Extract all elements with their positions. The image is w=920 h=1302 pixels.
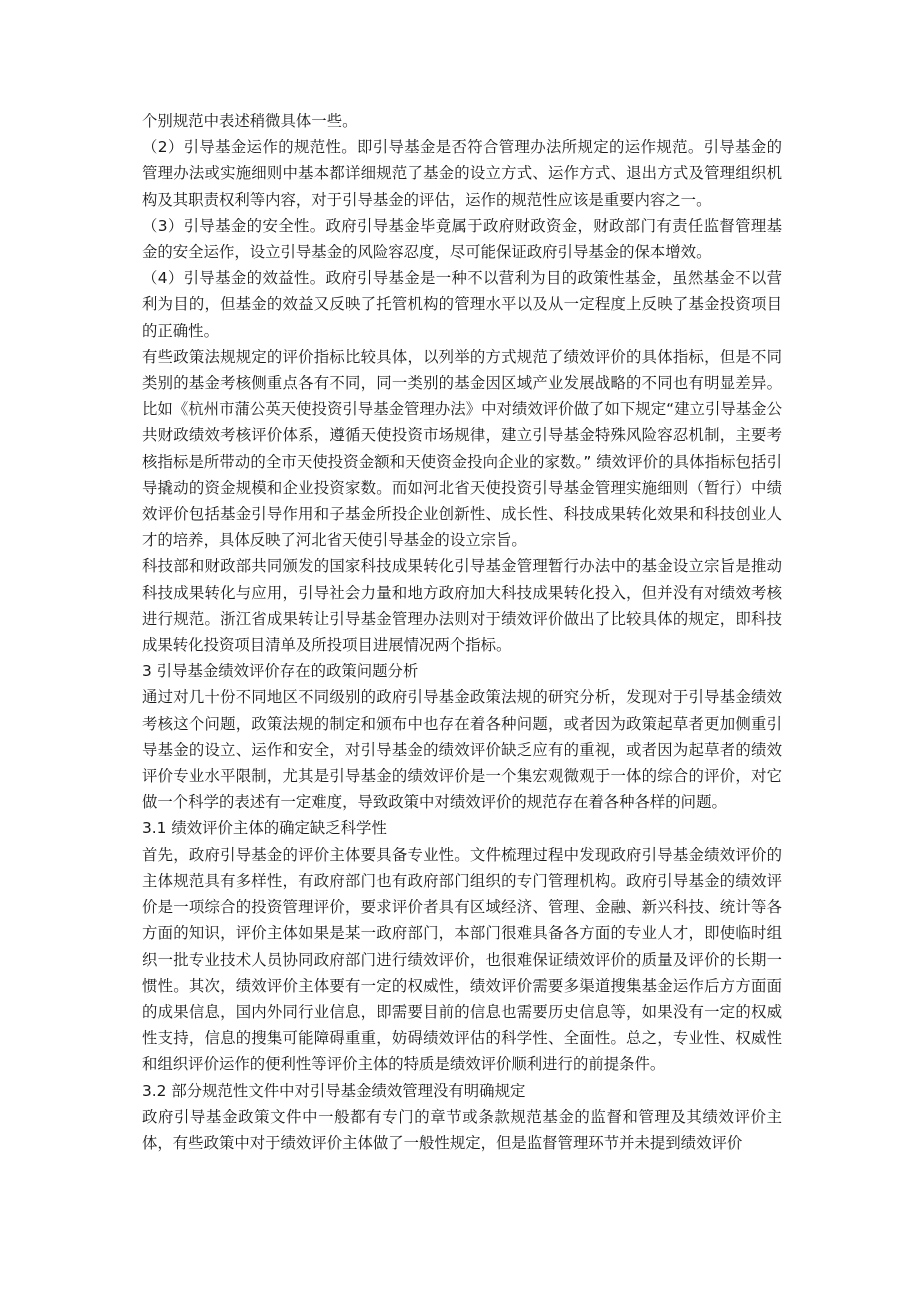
paragraph-national-fund: 科技部和财政部共同颁发的国家科技成果转化引导基金管理暂行办法中的基金设立宗旨是推动科技成果转化与应用，引导社会力量和地方政府加大科技成果转化投入，但并没有对绩效考核进行规范。浙江省成果转让引导基金管理办法则对于绩效评价做出了比较具体的规定，即科技成果转化投资项目清单及所投项目进展情况两个指标。 — [142, 557, 782, 655]
section-heading-3: 3 引导基金绩效评价存在的政策问题分析 — [142, 662, 419, 681]
paragraph-normative-documents: 政府引导基金政策文件中一般都有专门的章节或条款规范基金的监督和管理及其绩效评价主体，有些政策中对于绩效评价主体做了一般性规定，但是监督管理环节并未提到绩效评价 — [142, 1107, 782, 1152]
paragraph-item-4: （4）引导基金的效益性。政府引导基金是一种不以营利为目的政策性基金，虽然基金不以营利为目的，但基金的效益又反映了托管机构的管理水平以及从一定程度上反映了基金投资项目的正确性。 — [142, 269, 782, 340]
section-heading-3-2: 3.2 部分规范性文件中对引导基金绩效管理没有明确规定 — [142, 1081, 526, 1100]
paragraph-evaluation-subject: 首先，政府引导基金的评价主体要具备专业性。文件梳理过程中发现政府引导基金绩效评价的主体规范具有多样性，有政府部门也有政府部门组织的专门管理机构。政府引导基金的绩效评价是一项综合的投资管理评价，要求评价者具有区域经济、管理、金融、新兴科技、统计等各方面的知识，评价主体如果是某一政府部门，本部门很难具备各方面的专业人才，即使临时组织一批专业技术人员协同政府部门进行绩效评价，也很难保证绩效评价的质量及评价的长期一惯性。其次，绩效评价主体要有一定的权威性，绩效评价需要多渠道搜集基金运作后方方面面的成果信息，国内外同行业信息，即需要目前的信息也需要历史信息等，如果没有一定的权威性支持，信息的搜集可能障碍重重，妨碍绩效评估的科学性、全面性。总之，专业性、权威性和组织评价运作的便利性等评价主体的特质是绩效评价顺利进行的前提条件。 — [142, 845, 782, 1074]
paragraph-item-2: （2）引导基金运作的规范性。即引导基金是否符合管理办法所规定的运作规范。引导基金的管理办法或实施细则中基本都详细规范了基金的设立方式、运作方式、退出方式及管理组织机构及其职责权利等内容，对于引导基金的评估，运作的规范性应该是重要内容之一。 — [142, 138, 782, 209]
document-page — [142, 108, 782, 1156]
paragraph-item-3: （3）引导基金的安全性。政府引导基金毕竟属于政府财政资金，财政部门有责任监督管理基金的安全运作，设立引导基金的风险容忍度，尽可能保证政府引导基金的保本增效。 — [142, 216, 782, 262]
paragraph-continuation: 个别规范中表述稍微具体一些。 — [142, 112, 358, 130]
paragraph-policy-analysis: 通过对几十份不同地区不同级别的政府引导基金政策法规的研究分析，发现对于引导基金绩效考核这个问题，政策法规的制定和颁布中也存在着各种问题，或者因为政策起草者更加侧重引导基金的设立、运作和安全，对引导基金的绩效评价缺乏应有的重视，或者因为起草者的绩效评价专业水平限制，尤其是引导基金的绩效评价是一个集宏观微观于一体的综合的评价，对它做一个科学的表述有一定难度，导致政策中对绩效评价的规范存在着各种各样的问题。 — [142, 688, 782, 812]
paragraph-indicators: 有些政策法规规定的评价指标比较具体，以列举的方式规范了绩效评价的具体指标，但是不同类别的基金考核侧重点各有不同，同一类别的基金因区域产业发展战略的不同也有明显差异。比如《杭州市蒲公英天使投资引导基金管理办法》中对绩效评价做了如下规定“建立引导基金公共财政绩效考核评价体系，遵循天使投资市场规律，建立引导基金特殊风险容忍机制，主要考核指标是所带动的全市天使投资金额和天使资金投向企业的家数。” 绩效评价的具体指标包括引导撬动的资金规模和企业投资家数。而如河北省天使投资引导基金管理实施细则（暂行）中绩效评价包括基金引导作用和子基金所投企业创新性、成长性、科技成果转化效果和科技创业人才的培养，具体反映了河北省天使引导基金的设立宗旨。 — [142, 347, 782, 550]
section-heading-3-1: 3.1 绩效评价主体的确定缺乏科学性 — [142, 819, 387, 838]
